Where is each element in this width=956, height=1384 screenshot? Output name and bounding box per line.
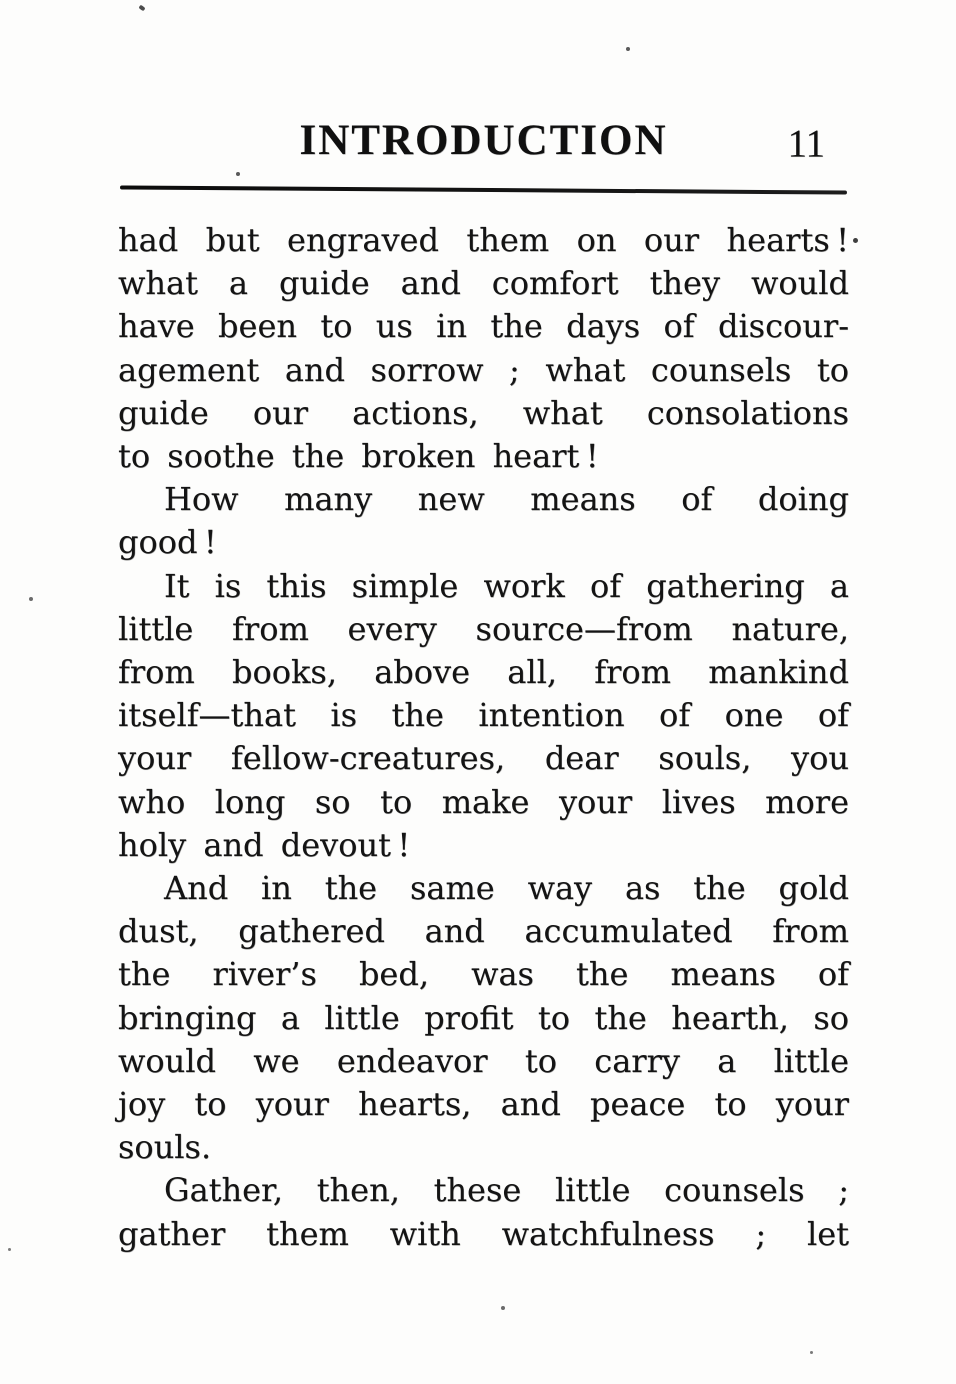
text-line: gather them with watchfulness ; let — [118, 1214, 849, 1253]
text-line: guide our actions, what consolations — [118, 393, 849, 432]
text-line: itself—that is the intention of one of — [118, 696, 849, 735]
text-line: good ! — [118, 523, 217, 562]
running-head — [118, 118, 849, 170]
scan-speck — [810, 1351, 813, 1354]
text-line: would we endeavor to carry a little — [118, 1041, 849, 1080]
page-title: INTRODUCTION — [299, 117, 668, 164]
text-line: to soothe the broken heart ! — [118, 437, 599, 476]
text-line: bringing a little profit to the hearth, so — [118, 998, 849, 1037]
text-line: And in the same way as the gold — [164, 869, 849, 908]
text-line: agement and sorrow ; what counsels to — [118, 350, 849, 389]
text-line: what a guide and comfort they would — [118, 264, 849, 303]
page-number: 11 — [787, 122, 825, 165]
scan-speck — [138, 5, 145, 12]
scan-speck — [853, 238, 858, 243]
body-text — [118, 219, 849, 1256]
text-line: holy and devout ! — [118, 825, 411, 864]
text-line: joy to your hearts, and peace to your — [118, 1085, 849, 1124]
scan-speck — [626, 47, 630, 51]
text-line: How many new means of doing — [164, 480, 849, 519]
text-line: Gather, then, these little counsels ; — [164, 1171, 849, 1210]
text-line: who long so to make your lives more — [118, 782, 849, 821]
text-line: little from every source—from nature, — [118, 609, 849, 648]
scan-speck — [8, 1248, 11, 1251]
text-line: souls. — [118, 1128, 212, 1167]
scan-speck — [501, 1306, 505, 1310]
text-line: have been to us in the days of discour- — [118, 307, 849, 346]
text-line: It is this simple work of gathering a — [164, 566, 849, 605]
text-line: from books, above all, from mankind — [118, 653, 849, 692]
header-rule — [120, 185, 847, 194]
text-line: had but engraved them on our hearts ! — [118, 221, 849, 259]
scan-speck — [236, 172, 240, 176]
scan-speck — [29, 597, 33, 601]
text-line: the river’s bed, was the means of — [118, 955, 849, 994]
text-line: your fellow-creatures, dear souls, you — [118, 739, 849, 778]
text-line: dust, gathered and accumulated from — [118, 912, 849, 951]
